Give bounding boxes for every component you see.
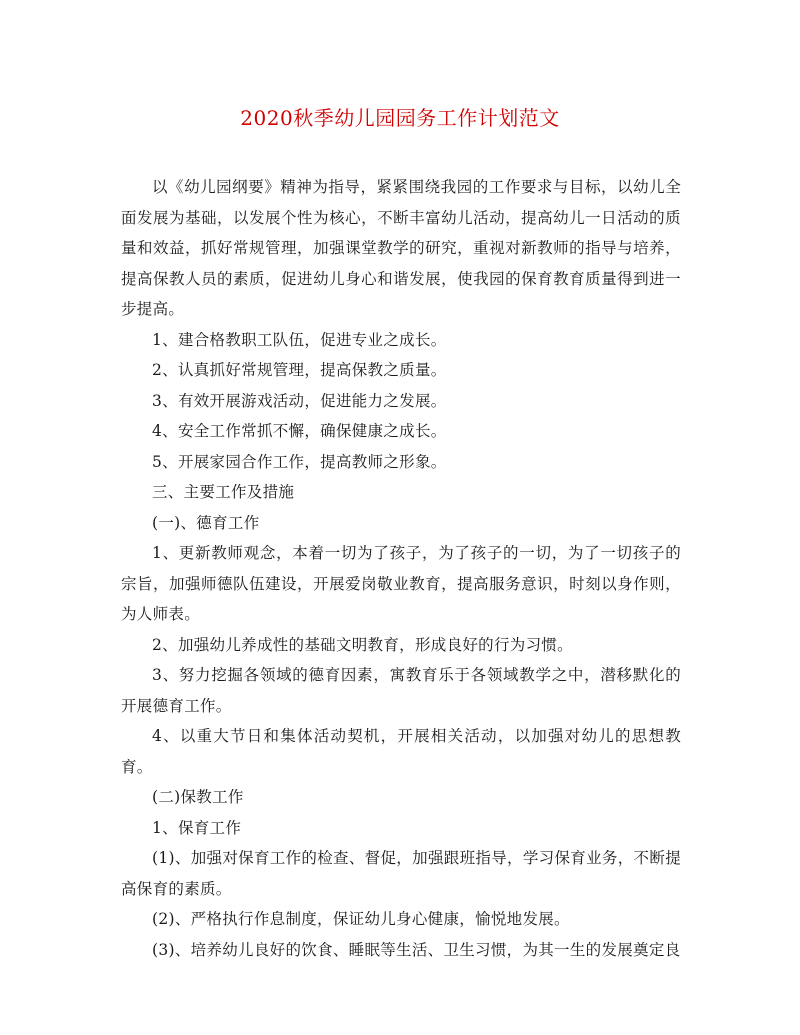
care-heading-1: 1、保育工作 xyxy=(152,818,242,837)
goal-item-1: 1、建合格教职工队伍，促进专业之成长。 xyxy=(152,330,447,349)
subsection-heading-care: (二)保教工作 xyxy=(152,788,244,806)
care-item-1: (1)、加强对保育工作的检查、督促，加强跟班指导，学习保育业务，不断提高保育的素质。 xyxy=(121,849,681,898)
goal-item-4: 4、安全工作常抓不懈，确保健康之成长。 xyxy=(152,422,447,440)
moral-item-3: 3、努力挖掘各领域的德育因素，寓教育乐于各领域教学之中，潜移默化的开展德育工作。 xyxy=(121,666,681,715)
moral-item-1: 1、更新教师观念，本着一切为了孩子，为了孩子的一切，为了一切孩子的宗旨，加强师德队伍建设，开展爱岗敬业教育，提高服务意识，时刻以身作则，为人师表。 xyxy=(121,544,681,623)
document-title: 2020秋季幼儿园园务工作计划范文 xyxy=(240,106,560,130)
subsection-heading-moral: (一)、德育工作 xyxy=(152,513,260,532)
care-item-3: (3)、培养幼儿良好的饮食、睡眠等生活、卫生习惯，为其一生的发展奠定良 xyxy=(152,940,681,959)
care-item-2: (2)、严格执行作息制度，保证幼儿身心健康，愉悦地发展。 xyxy=(152,910,570,928)
section-heading-measures: 三、主要工作及措施 xyxy=(152,483,295,501)
moral-item-2: 2、加强幼儿养成性的基础文明教育，形成良好的行为习惯。 xyxy=(152,635,573,654)
goal-item-5: 5、开展家园合作工作，提高教师之形象。 xyxy=(152,452,447,471)
goal-item-2: 2、认真抓好常规管理，提高保教之质量。 xyxy=(152,361,447,379)
moral-item-4: 4、以重大节日和集体活动契机，开展相关活动，以加强对幼儿的思想教育。 xyxy=(121,727,681,776)
paragraph-intro: 以《幼儿园纲要》精神为指导，紧紧围绕我园的工作要求与目标，以幼儿全面发展为基础，以发展个性为核心，不断丰富幼儿活动，提高幼儿一日活动的质量和效益，抓好常规管理，加强课堂教学的研究，重视对新教师的指导与培养，提高保教人员的素质，促进幼儿身心和谐发展，使我园的保育教育质量得到进一步提高。 xyxy=(121,178,681,318)
goal-item-3: 3、有效开展游戏活动，促进能力之发展。 xyxy=(152,391,447,410)
document-body xyxy=(121,172,681,965)
